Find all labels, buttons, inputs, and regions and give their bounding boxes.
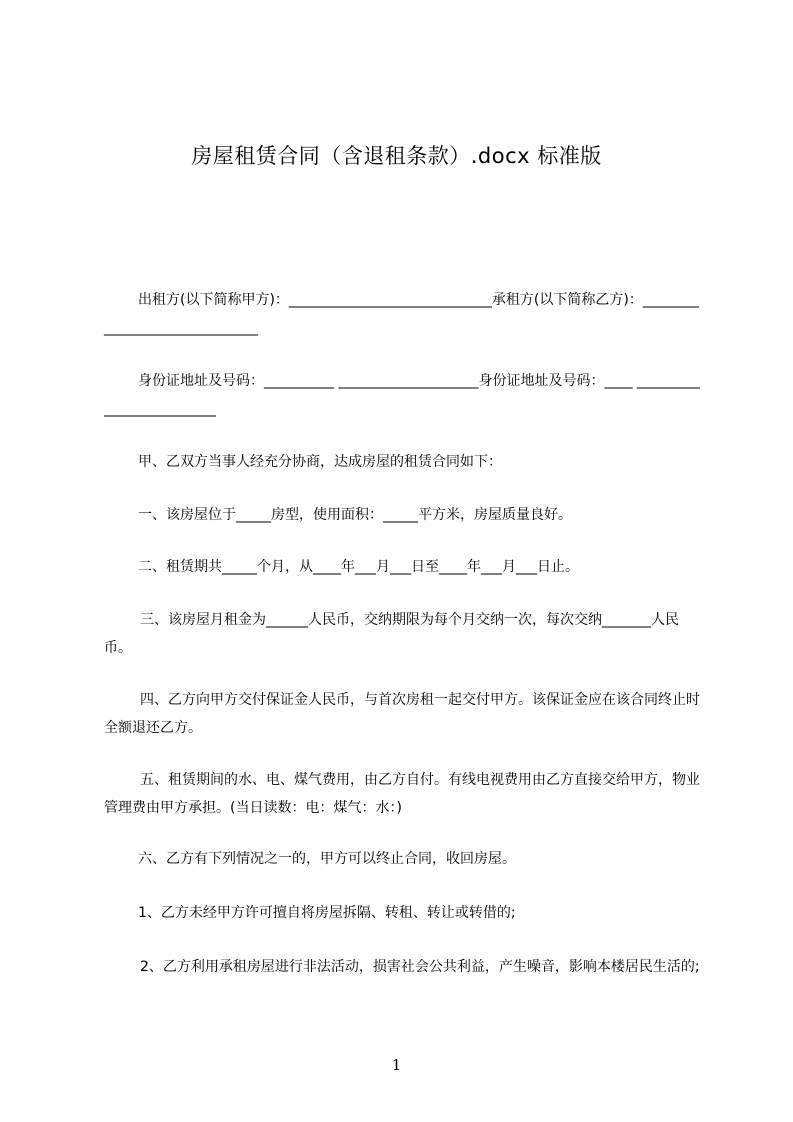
- paragraph-intro: 甲、乙双方当事人经充分协商，达成房屋的租赁合同如下：: [138, 454, 502, 470]
- paragraph-parties: 出租方(以下简称甲方)：_____________________________承租方(以下简称乙方)：______________________________: [104, 292, 699, 336]
- paragraph-clause-6-item-1: 1、乙方未经甲方许可擅自将房屋拆隔、转租、转让或转借的;: [138, 905, 516, 921]
- paragraph-clause-4: 四、乙方向甲方交付保证金人民币，与首次房租一起交付甲方。该保证金应在该合同终止时全额退还乙方。: [104, 692, 700, 736]
- paragraph-id-address: 身份证地址及号码：__________ ____________________身份证地址及号码：____ _________________________: [104, 373, 700, 417]
- paragraph-clause-2: 二、租赁期共_____个月，从____年___月___日至____年___月___日止。: [138, 559, 579, 575]
- document-title: 房屋租赁合同（含退租条款）.docx 标准版: [191, 144, 602, 168]
- paragraph-clause-5: 五、租赁期间的水、电、煤气费用，由乙方自付。有线电视费用由乙方直接交给甲方，物业管理费由甲方承担。(当日读数：电：煤气：水：): [104, 772, 700, 816]
- paragraph-clause-3: 三、该房屋月租金为______人民币，交纳期限为每个月交纳一次，每次交纳_______人民币。: [104, 612, 679, 656]
- paragraph-clause-6: 六、乙方有下列情况之一的，甲方可以终止合同，收回房屋。: [138, 851, 516, 867]
- page-number: 1: [391, 1056, 402, 1074]
- paragraph-clause-1: 一、该房屋位于_____房型，使用面积：_____平方米，房屋质量良好。: [138, 507, 572, 523]
- paragraph-clause-6-item-2: 2、乙方利用承租房屋进行非法活动，损害社会公共利益，产生噪音，影响本楼居民生活的;: [140, 959, 700, 975]
